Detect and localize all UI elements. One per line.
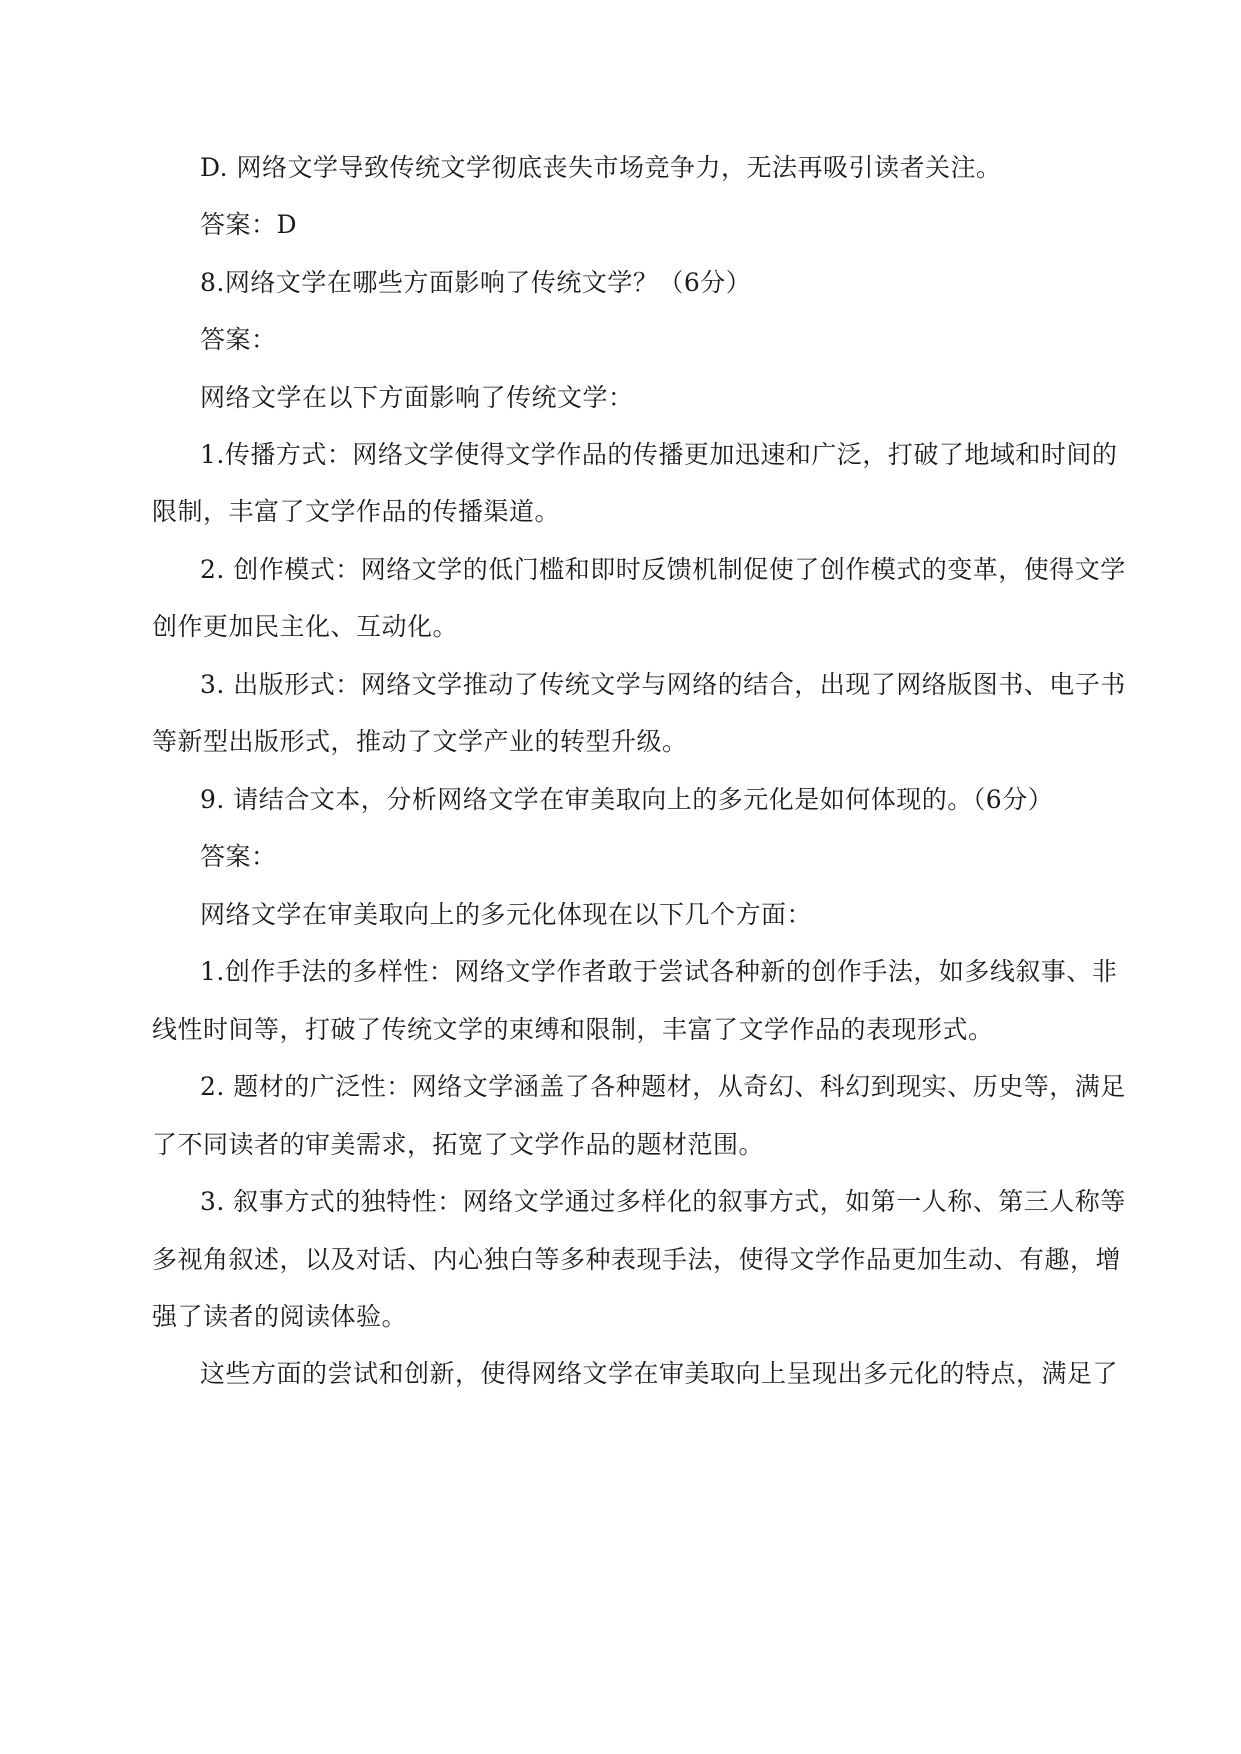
answer-intro-q9: 网络文学在审美取向上的多元化体现在以下几个方面： <box>200 900 813 929</box>
aesthetic-point-2-line-2: 了不同读者的审美需求，拓宽了文学作品的题材范围。 <box>152 1130 765 1159</box>
point-1-line-1: 1.传播方式：网络文学使得文学作品的传播更加迅速和广泛，打破了地域和时间的 <box>200 440 1118 469</box>
conclusion-line-1: 这些方面的尝试和创新，使得网络文学在审美取向上呈现出多元化的特点，满足了 <box>200 1359 1119 1388</box>
point-3-line-1: 3. 出版形式：网络文学推动了传统文学与网络的结合，出现了网络版图书、电子书 <box>200 670 1126 699</box>
point-3-line-2: 等新型出版形式，推动了文学产业的转型升级。 <box>152 727 688 756</box>
point-2-line-1: 2. 创作模式：网络文学的低门槛和即时反馈机制促使了创作模式的变革，使得文学 <box>200 555 1126 584</box>
answer-label-q9: 答案： <box>200 842 277 871</box>
answer-label-q8: 答案： <box>200 325 277 354</box>
point-2-line-2: 创作更加民主化、互动化。 <box>152 612 459 641</box>
question-9: 9. 请结合文本，分析网络文学在审美取向上的多元化是如何体现的。（6分） <box>200 785 1054 814</box>
answer-q7: 答案：D <box>200 210 298 239</box>
aesthetic-point-1-line-2: 线性时间等，打破了传统文学的束缚和限制，丰富了文学作品的表现形式。 <box>152 1015 994 1044</box>
aesthetic-point-3-line-1: 3. 叙事方式的独特性：网络文学通过多样化的叙事方式，如第一人称、第三人称等 <box>200 1187 1126 1216</box>
aesthetic-point-1-line-1: 1.创作手法的多样性：网络文学作者敢于尝试各种新的创作手法，如多线叙事、非 <box>200 957 1118 986</box>
answer-intro-q8: 网络文学在以下方面影响了传统文学： <box>200 383 634 412</box>
point-1-line-2: 限制，丰富了文学作品的传播渠道。 <box>152 497 561 526</box>
aesthetic-point-3-line-3: 强了读者的阅读体验。 <box>152 1302 408 1331</box>
aesthetic-point-3-line-2: 多视角叙述，以及对话、内心独白等多种表现手法，使得文学作品更加生动、有趣，增 <box>152 1245 1122 1274</box>
question-8: 8.网络文学在哪些方面影响了传统文学？（6分） <box>200 268 752 297</box>
aesthetic-point-2-line-1: 2. 题材的广泛性：网络文学涵盖了各种题材，从奇幻、科幻到现实、历史等，满足 <box>200 1072 1126 1101</box>
option-d-text: D. 网络文学导致传统文学彻底丧失市场竞争力，无法再吸引读者关注。 <box>200 153 1002 182</box>
